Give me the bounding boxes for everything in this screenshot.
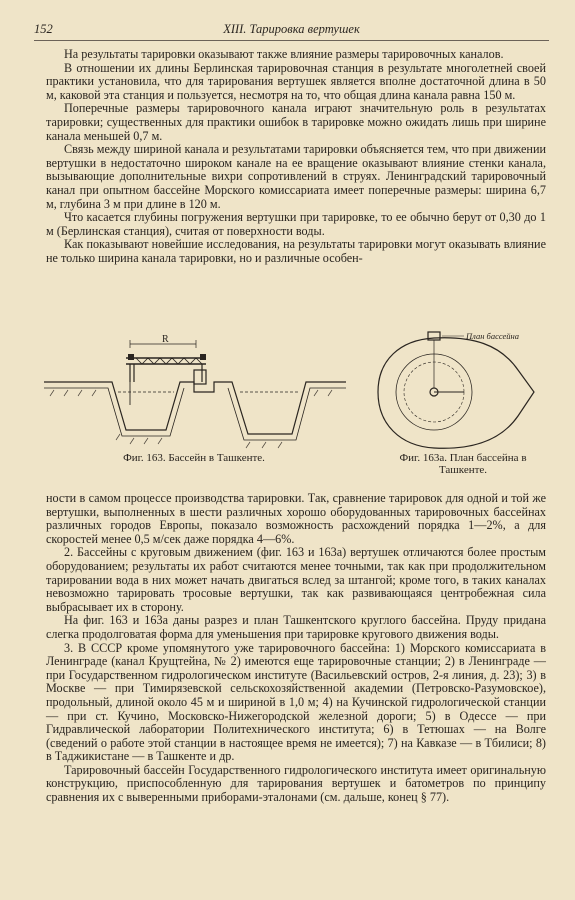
plan-label: План бассейна <box>466 331 519 341</box>
paragraph: На результаты тарировки оказывают также влияние размеры тарировочных каналов. <box>64 47 504 61</box>
running-header <box>34 20 549 41</box>
running-title: XIII. Тарировка вертушек <box>223 22 360 36</box>
figure-163-section <box>34 330 354 450</box>
paragraph: ности в самом процессе производства тарировки. Так, сравнение тарировок для одной и той же вертушки, выполненных в шести различных хорошо оборудованных тарировочных бассейнах различных городов Европы, показало возможность расхождений порядка 1—2%, а для скоростей менее 0,5 м/сек даже порядка 4—6%. <box>46 491 546 546</box>
paragraph: Тарировочный бассейн Государственного гидрологического института имеет оригинальную конструкцию, приспособленную для тарирования вертушек и батометров по принципу сравнения их с выверенными приборами-эталонами (см. дальше, конец § 77). <box>46 762 546 805</box>
figure-label-r: R <box>162 334 169 345</box>
figure-163a-caption: Фиг. 163а. План бассейна в Ташкенте. <box>399 452 527 476</box>
figure-163a-plan <box>372 330 547 452</box>
paragraph: Как показывают новейшие исследования, на результаты тарировки могут оказывать влияние не только ширина канала тарировки, но и различные особен- <box>46 237 546 265</box>
paragraph: 3. В СССР кроме упомянутого уже тарировочного бассейна: 1) Морского комиссариата в Ленинграде (канал Крущтейна, № 2) имеются еще тарировочные станции; 2) в Ленинграде — при Государственном гидрологическом институте (Васильевский остров, 2-я линия, д. 23); 3) в Москве — при Тимирязевской сельскохозяйственной академии (Петровско-Разумовское), продольный, длиной около 45 м и шириной в 1,0 м; 4) на Кучинской гидрологической станции — при ст. Кучино, Московско-Нижегородской железной дороги; 5) в Одессе — при Гидравлической лаборатории Политехнического института; 6) в Тетюшах — на Волге (сведений о работе этой станции в настоящее время не имеется); 7) на Кавказе — в Тбилиси; 8) в Таджикистане — в Ташкенте и др. <box>46 640 546 764</box>
paragraph: Связь между шириной канала и результатами тарировки объясняется тем, что при движении вертушки в недостаточно широком канале на ее вращение оказывают влияние стенки канала, вызывающие дополнительные вихри сопротивлений в струях. Ленинградский тарировочный канал при опытном бассейне Морского комиссариата имеет поперечные размеры: ширина 6,7 м, глубина 3 м при длине в 120 м. <box>46 142 546 211</box>
paragraph: Что касается глубины погружения вертушки при тарировке, то ее обычно берут от 0,30 до 1 м (Берлинская станция), считая от поверхности воды. <box>46 210 546 238</box>
paragraph: Поперечные размеры тарировочного канала играют значительную роль в результатах тарировки; существенных для практики ошибок в тарировке можно ожидать лишь при ширине канала меньшей 0,7 м. <box>46 101 546 143</box>
bottom-text <box>46 492 546 805</box>
paragraph: 2. Бассейны с круговым движением (фиг. 163 и 163а) вертушек отличаются более простым оборудованием; результаты их работ считаются менее точными, так как при продолжительном тарировании вода в них может начать двигаться вслед за штангой; кроме того, в таких каналах невозможно тарировать тросовые вертушки, так как развивающаяся центробежная сила выбрасывает их в сторону. <box>46 545 546 614</box>
paragraph: В отношении их длины Берлинская тарировочная станция в результате многолетней своей практики установила, что для тарирования вертушек является вполне достаточной длина в 50 м, каковой эта станция и пользуется, несмотря на то, что общая длина канала равна 150 м. <box>46 60 546 102</box>
paragraph: На фиг. 163 и 163а даны разрез и план Ташкентского круглого бассейна. Пруду придана слегка продолговатая форма для уменьшения при тарировке кругового движения воды. <box>46 613 546 641</box>
page-number: 152 <box>34 22 53 36</box>
figure-163-caption: Фиг. 163. Бассейн в Ташкенте. <box>123 452 265 464</box>
top-text <box>46 48 546 266</box>
figures-row <box>34 330 549 480</box>
